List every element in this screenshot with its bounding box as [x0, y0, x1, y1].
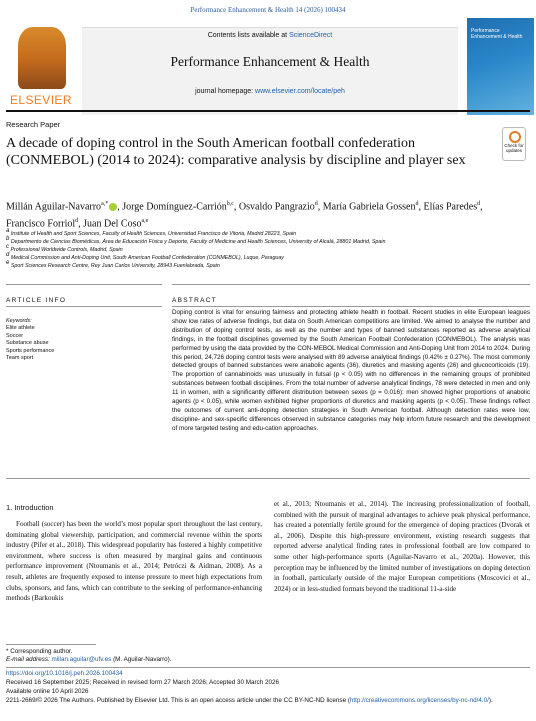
sciencedirect-link[interactable]: ScienceDirect	[289, 32, 333, 39]
footnote-rule	[6, 644, 96, 645]
cover-title: Performance Enhancement & Health	[471, 28, 523, 40]
keyword: Soccer	[6, 332, 24, 339]
keyword: Elite athlete	[6, 325, 35, 331]
article-info-heading: ARTICLE INFO	[6, 297, 67, 304]
keyword: Team sport	[6, 355, 34, 361]
author-name[interactable]: Francisco Forriol	[6, 218, 76, 230]
article-title: A decade of doping control in the South American football confederation (CONMEBOL) (2014 to 2024): comparative analysis by discipline and player sex	[6, 136, 466, 168]
license-line: 2211-2669/© 2026 The Authors. Published by Elsevier Ltd. This is an open access article under the CC BY-NC-ND license (http://creativecommons.org/licenses/by-nc-nd/4.0/).	[6, 697, 493, 704]
author-name[interactable]: Jorge Domínguez-Carrión	[122, 201, 227, 213]
abstract-heading: ABSTRACT	[172, 297, 218, 304]
email-link[interactable]: millan.aguilar@ufv.es	[51, 656, 112, 663]
check-updates-label: Check for updates	[504, 143, 524, 153]
header-divider	[6, 110, 530, 112]
elsevier-logo	[6, 27, 78, 115]
author-name[interactable]: María Gabriela Gossen	[322, 201, 416, 213]
article-type: Research Paper	[6, 120, 61, 129]
author-list: Millán Aguilar-Navarro$^{a,*}$ , Jorge Domínguez-Carrión$^{b,c}$, Osvaldo Pangrazio$^d$, María Gabriela Gossen$^d$, Elías Paredes$^d$, Francisco Forriol$^d$, Juan Del Coso$^{a,e}$	[6, 201, 483, 230]
author-name[interactable]: Millán Aguilar-Navarro	[6, 201, 102, 213]
journal-reference[interactable]: Performance Enhancement & Health 14 (2026) 100434	[190, 6, 346, 14]
author-name[interactable]: Juan Del Coso	[83, 218, 142, 230]
license-link[interactable]: http://creativecommons.org/licenses/by-nc-nd/4.0/	[349, 697, 489, 704]
check-for-updates-button[interactable]	[502, 127, 526, 161]
abstract-rule	[172, 284, 530, 285]
elsevier-wordmark: ELSEVIER	[10, 93, 72, 107]
check-updates-icon	[509, 131, 521, 143]
doi-link[interactable]: https://doi.org/10.1016/j.peh.2026.100434	[6, 670, 123, 677]
keyword: Sports performance	[6, 347, 55, 354]
received-dates: Received 16 September 2025; Received in revised form 27 March 2026; Accepted 30 March 2026	[6, 679, 280, 686]
corresponding-author-note: * Corresponding author.	[6, 648, 73, 655]
footer-rule	[6, 667, 530, 668]
contents-line: Contents lists available at ScienceDirect	[207, 32, 333, 39]
journal-header-box	[82, 27, 458, 115]
keywords-label: Keywords:	[6, 318, 32, 324]
abstract-rule-lower	[172, 306, 530, 307]
body-text-right-column: et al., 2013; Ntoumanis et al., 2014). The increasing professionalization of football, combined with the pursuit of marginal advantages to achieve peak physical performance, has created a potentially fertile ground for the emergence of doping practices (Dvorak et al., 2006). Despite this high-pressure environment, existing research suggests that reported adverse analytical finding rates in professional football are low compared to some other high-performance sports (Aguilar-Navarro et al., 2020a). However, this perception may be influenced by the limited number of investigations on doping detection in football, particularly outside of the major European competitions (Moscovici et al., 2024) or in less-studied formats beyond the traditional 11-a-side	[274, 500, 530, 593]
affiliation: $^c$ Professional Worldwide Controls, Madrid, Spain	[6, 244, 123, 253]
journal-cover-thumbnail[interactable]	[467, 18, 534, 115]
homepage-line: journal homepage: www.elsevier.com/locate/peh	[195, 88, 345, 95]
elsevier-tree-icon	[18, 27, 66, 89]
section-heading-introduction: 1. Introduction	[6, 503, 54, 512]
keywords-list	[6, 325, 54, 363]
journal-title: Performance Enhancement & Health	[170, 54, 370, 69]
available-online: Available online 10 April 2026	[6, 688, 89, 695]
journal-banner	[6, 18, 530, 107]
affiliation: $^d$ Medical Commission and Anti-Doping Unit, South American Football Confederation (CONMEBOL), Luque, Paraguay	[6, 252, 284, 261]
author-name[interactable]: Osvaldo Pangrazio	[238, 201, 315, 213]
email-line: E-mail address: millan.aguilar@ufv.es (M. Aguilar-Navarro).	[6, 656, 172, 663]
affiliation: $^b$ Departmento de Ciencias Biomédicas, Área de Educación Física y Deporte, Faculty of Medicine and Health Sciences, University of Alcalá, 28801 Madrid, Spain	[6, 236, 386, 245]
abstract-bottom-rule	[6, 478, 530, 479]
affiliation: $^e$ Sport Sciences Research Centre, Rey Juan Carlos University, 28943 Fuenlabrada, Spain	[6, 260, 220, 269]
abstract-text: Doping control is vital for ensuring fairness and protecting athlete health in football. Recent studies in elite European leagues show low rates of adverse findings, but data on South American competitions are limited. We aimed to analyse the number and distribution of doping control tests, as well as the number and types of banned substances reported as adverse analytical findings, in the football disciplines governed by the South American Football Confederation (CONMEBOL). The analysis was performed by using the data provided by the CON-MEBOL Medical Commission and Anti-Doping Unit from 2014 to 2024. During this period, 24,726 doping control tests were analysed with 89 adverse analytical findings (0.42% ± 0.27%). The most commonly detected groups of banned substances were anabolic agents (36), diuretics and masking agents (26) and glucocorticoids (19). The proportion of cannabinoids was unusually in futsal (p < 0.05) with no differences in the remaining groups of prohibited substances between football disciplines. From the total number of adverse analytical findings, 78 were detected in men and only 11 in women, with a significantly different distribution between sexes (p = 0.016): men showed higher proportions of anabolic agents (p < 0.05), while women exhibited higher proportions of diuretics and masking agents (p < 0.05). These findings reflect the outcomes of current anti-doping detection strategies in South American football. Although detection rates were low, discipline- and sex-specific differences observed in substance categories may help inform future research and the development of more targeted testing and edu-cation approaches.	[172, 309, 530, 432]
orcid-icon[interactable]	[109, 203, 117, 211]
author-name[interactable]: Elías Paredes	[423, 201, 478, 213]
article-info-rule	[6, 284, 162, 285]
keyword: Substance abuse	[6, 340, 49, 346]
affiliation: $^a$ Institute of Health and Sport Sciences, Faculty of Health Sciences, Universidad Francisco de Vitoria, Madrid 28223, Spain	[6, 228, 297, 237]
article-info-rule-lower	[6, 306, 162, 307]
homepage-link[interactable]: www.elsevier.com/locate/peh	[255, 88, 345, 95]
body-text-left-column: Football (soccer) has been the world’s most popular sport throughout the last century, dominating global viewership, participation, and commercial revenue within the sports industry (Pifer et al., 2018). This widespread popularity has fostered a highly competitive environment, where success is often measured by marginal gains and continuous performance improvement (Ntoumanis et al., 2014; Petróczi & Aidman, 2008). As a result, athletes are frequently exposed to intense pressure to meet high expectations from clubs, sponsors, and fans, which can contribute to the seeking of performance-enhancing methods (Barkoukis	[6, 520, 262, 603]
